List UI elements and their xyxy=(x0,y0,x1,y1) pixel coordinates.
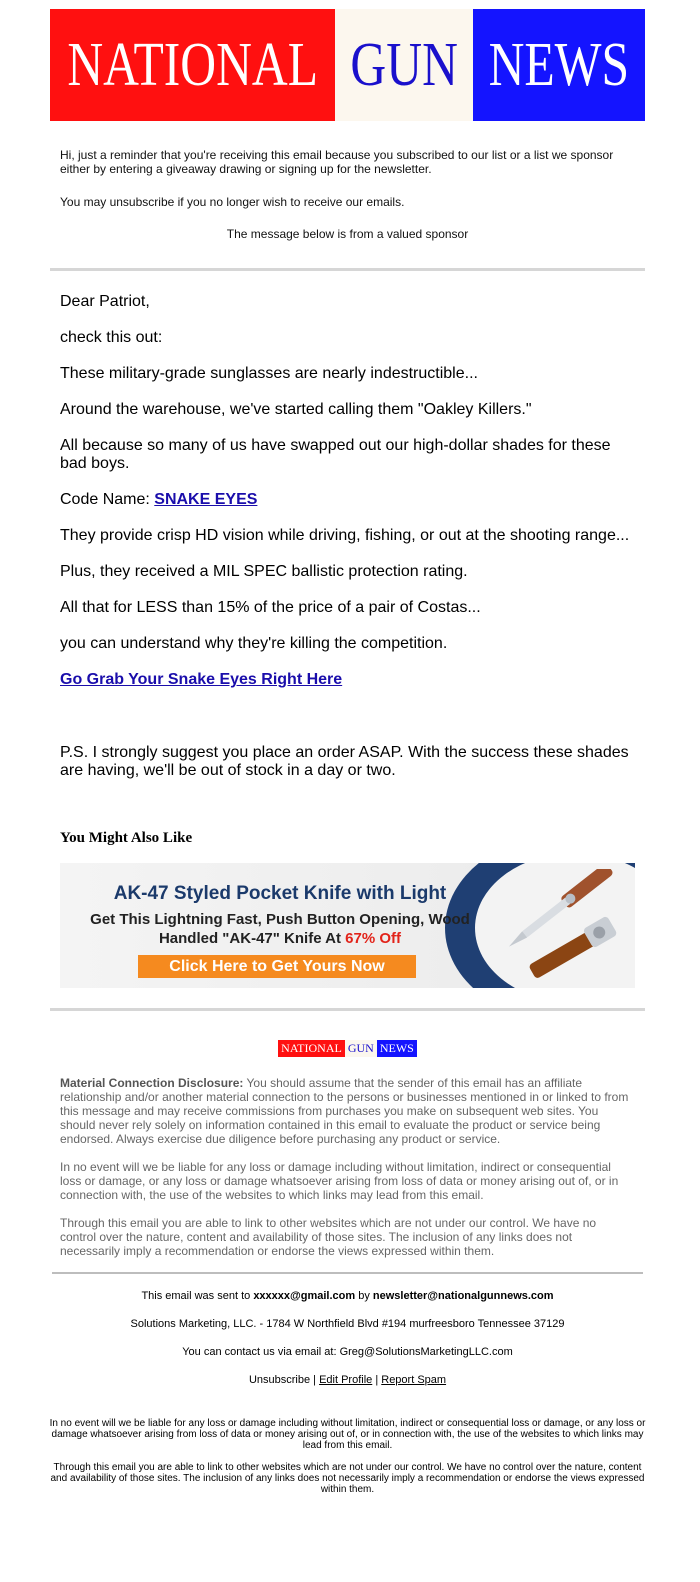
intro-notice xyxy=(50,148,645,241)
greeting: Dear Patriot, xyxy=(60,293,150,310)
knife-icon xyxy=(497,869,627,987)
disclosure-paragraph: In no event will we be liable for any loss or damage including without limitation, indirect or consequential loss or damage, or any loss or damage whatsoever arising from loss of data or money arising out of, or in connection with, the use of the websites to which links may lead from this email. xyxy=(60,1160,619,1202)
snake-eyes-link[interactable]: SNAKE EYES xyxy=(154,491,258,508)
ad-title: AK-47 Styled Pocket Knife with Light xyxy=(113,883,447,904)
letter-paragraph: They provide crisp HD vision while driving, fishing, or out at the shooting range... xyxy=(60,527,630,544)
footer-links: Unsubscribe | Edit Profile | Report Spam xyxy=(248,1374,447,1386)
ps-paragraph: P.S. I strongly suggest you place an order ASAP. With the success these shades are having, we'll be out of stock in a day or two. xyxy=(60,744,629,779)
letter-paragraph: All that for LESS than 15% of the price of a pair of Costas... xyxy=(60,599,481,616)
banner-gun: GUN xyxy=(335,9,473,121)
also-like-heading: You Might Also Like xyxy=(60,830,193,846)
letter-paragraph: check this out: xyxy=(60,329,163,346)
legal-paragraph: In no event will we be liable for any loss or damage including without limitation, indirect or consequential loss or damage, or any loss or damage whatsoever arising from loss of data or money arising out of, or in connection with, the use of the websites to which links may lead from this email. xyxy=(49,1418,646,1451)
divider xyxy=(50,268,645,271)
divider xyxy=(50,1008,645,1011)
letter-paragraph: Plus, they received a MIL SPEC ballistic protection rating. xyxy=(60,563,468,580)
report-spam-link[interactable]: Report Spam xyxy=(381,1374,447,1386)
grab-snake-eyes-link[interactable]: Go Grab Your Snake Eyes Right Here xyxy=(60,671,343,688)
knife-ad-banner[interactable] xyxy=(60,863,635,988)
header-banner xyxy=(50,9,645,121)
letter-paragraph: you can understand why they're killing the competition. xyxy=(60,635,448,652)
contact-line: You can contact us via email at: Greg@SolutionsMarketingLLC.com xyxy=(182,1346,513,1358)
ad-cta-button[interactable]: Click Here to Get Yours Now xyxy=(138,955,416,978)
letter-paragraph: These military-grade sunglasses are nearly indestructible... xyxy=(60,365,478,382)
footer-legal xyxy=(42,1418,653,1495)
email-body xyxy=(50,9,645,1495)
letter-paragraph: All because so many of us have swapped out our high-dollar shades for these bad boys. xyxy=(60,437,611,472)
intro-unsubscribe-note: You may unsubscribe if you no longer wish to receive our emails. xyxy=(60,195,405,209)
footer xyxy=(50,1290,645,1387)
letter xyxy=(50,293,645,780)
banner-national: NATIONAL xyxy=(50,9,335,121)
company-address: Solutions Marketing, LLC. - 1784 W Northfield Blvd #194 murfreesboro Tennessee 37129 xyxy=(130,1318,565,1330)
code-name-line: Code Name: SNAKE EYES xyxy=(60,491,258,508)
divider xyxy=(52,1272,643,1274)
letter-paragraph: Around the warehouse, we've started calling them "Oakley Killers." xyxy=(60,401,532,418)
unsubscribe-link[interactable]: Unsubscribe xyxy=(248,1374,311,1386)
ad-description: Get This Lightning Fast, Push Button Opening, Wood Handled "AK-47" Knife At 67% Off xyxy=(90,911,470,947)
banner-news: NEWS xyxy=(473,9,645,121)
disclosure-paragraph: Through this email you are able to link to other websites which are not under our control. We have no control over the nature, content and availability of those sites. The inclusion of any links does not necessarily imply a recommendation or endorse the views expressed within them. xyxy=(60,1216,597,1258)
disclosure xyxy=(50,1076,645,1258)
footer-logo: NATIONAL GUN NEWS xyxy=(50,1040,645,1057)
intro-subscription-note: Hi, just a reminder that you're receiving this email because you subscribed to our list or a list we sponsor either by entering a giveaway drawing or signing up for the newsletter. xyxy=(60,148,614,176)
intro-sponsor-note: The message below is from a valued sponsor xyxy=(226,227,469,241)
disclosure-paragraph: Material Connection Disclosure: You should assume that the sender of this email has an affiliate relationship and/or another material connection to the persons or businesses mentioned in or linked to from this message and may receive commissions from purchases you make on subsequent web sites. You should never rely solely on information contained in this email to evaluate the product or service being endorsed. Always exercise due diligence before purchasing any product or service. xyxy=(60,1076,629,1146)
legal-paragraph: Through this email you are able to link to other websites which are not under our control. We have no control over the nature, content and availability of those sites. The inclusion of any links does not necessarily imply a recommendation or endorse the views expressed within them. xyxy=(50,1462,645,1495)
sent-to-line: This email was sent to xxxxxx@gmail.com by newsletter@nationalgunnews.com xyxy=(141,1290,554,1302)
edit-profile-link[interactable]: Edit Profile xyxy=(319,1374,373,1386)
